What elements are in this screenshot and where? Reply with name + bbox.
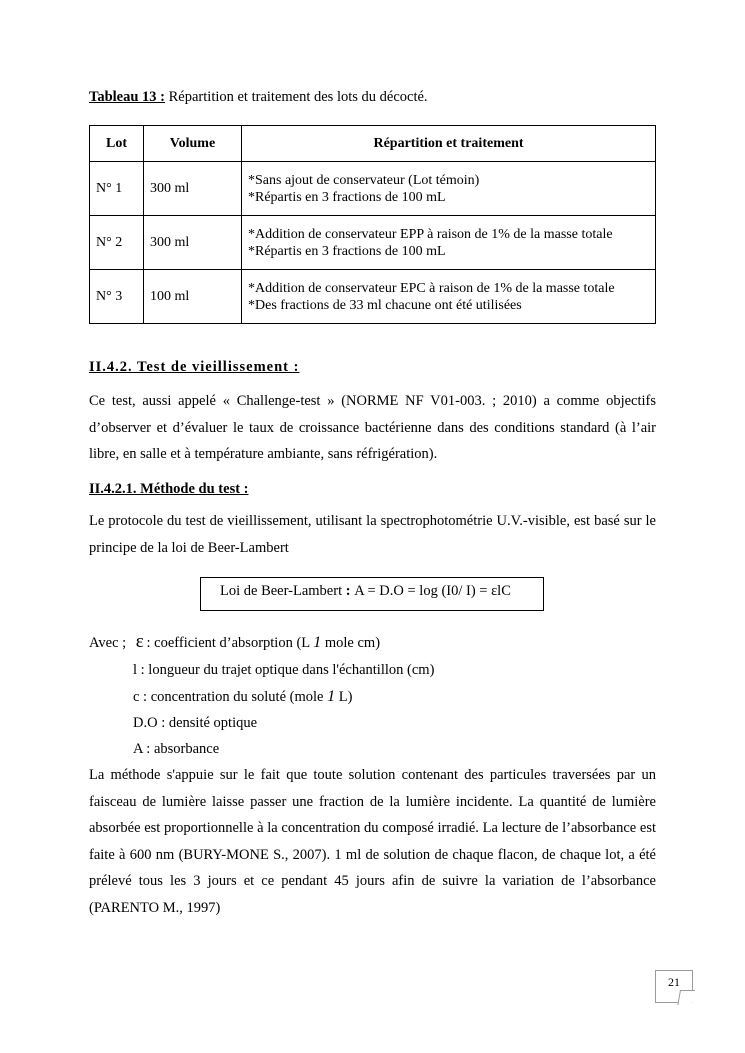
table-row [90,162,656,216]
cell-volume: 300 ml [144,216,242,270]
distribution-table [89,125,656,324]
definition-a: A : absorbance [133,741,220,757]
page-number: 21 [668,975,680,989]
formula-box [200,577,544,611]
treatment-line: *Sans ajout de conservateur (Lot témoin) [248,172,480,188]
table-caption-label: Tableau 13 : [89,89,166,105]
aging-test-paragraph: Ce test, aussi appelé « Challenge-test » (NORME NF V01-003. ; 2010) a comme objectifs d’observer et d’évaluer le taux de croissance bactérienne dans des conditions standard (à l’air libre, en salle et à température ambiante, sans réfrigération). [89,393,656,462]
epsilon-text: : coefficient d’absorption (L [146,635,314,651]
cell-lot: N° 2 [90,216,144,270]
cell-treatment [242,162,656,216]
treatment-line: *Des fractions de 33 ml chacune ont été utilisées [248,297,522,313]
definition-l: l : longueur du trajet optique dans l'échantillon (cm) [133,662,435,678]
header-lot: Lot [90,126,144,162]
cell-lot: N° 1 [90,162,144,216]
definition-c-text: c : concentration du soluté (mole [133,689,328,705]
formula-colon: : [342,583,355,599]
definition-do: D.O : densité optique [133,715,258,731]
treatment-line: *Répartis en 3 fractions de 100 mL [248,243,446,259]
definition-c [133,688,352,706]
avec-label: Avec ; [89,635,127,651]
cell-volume: 100 ml [144,270,242,324]
table-caption-text: Répartition et traitement des lots du décocté. [165,89,428,105]
method-intro-paragraph: Le protocole du test de vieillissement, utilisant la spectrophotométrie U.V.-visible, est basé sur le principe de la loi de Beer-Lambert [89,513,656,556]
formula-expression: A = D.O = log (I0/ I) = εlC [354,583,511,599]
section-heading-aging-test: II.4.2. Test de vieillissement : [89,359,300,375]
definition-c-slash: 1 [327,688,336,705]
table-row [90,216,656,270]
definition-epsilon [89,631,380,653]
method-paragraph: La méthode s'appuie sur le fait que toute solution contenant des particules traversées par un faisceau de lumière laisse passer une fraction de la lumière incidente. La quantité de lumière absorbée est proportionnelle à la concentration du composé irradié. La lecture de l’absorbance est faite à 600 nm (BURY-MONE S., 2007). 1 ml de solution de chaque flacon, de chaque lot, a été prélevé tous les 3 jours et ce pendant 45 jours afin de suivre la variation de l’absorbance (PARENTO M., 1997) [89,767,656,916]
epsilon-symbol: ε [135,631,144,652]
table-row [90,270,656,324]
definition-c-unit: L) [335,689,353,705]
cell-lot: N° 3 [90,270,144,324]
page-fold-corner [677,990,695,1005]
table-caption [89,89,428,106]
epsilon-slash: 1 [313,634,322,651]
formula-label: Loi de Beer-Lambert [220,583,343,599]
treatment-line: *Addition de conservateur EPC à raison de 1% de la masse totale [248,280,615,296]
cell-treatment [242,270,656,324]
treatment-line: *Addition de conservateur EPP à raison de 1% de la masse totale [248,226,613,242]
treatment-line: *Répartis en 3 fractions de 100 mL [248,189,446,205]
header-volume: Volume [144,126,242,162]
epsilon-unit: mole cm) [321,635,381,651]
header-treatment: Répartition et traitement [242,126,656,162]
cell-treatment [242,216,656,270]
cell-volume: 300 ml [144,162,242,216]
table-header-row [90,126,656,162]
section-heading-method: II.4.2.1. Méthode du test : [89,481,249,497]
